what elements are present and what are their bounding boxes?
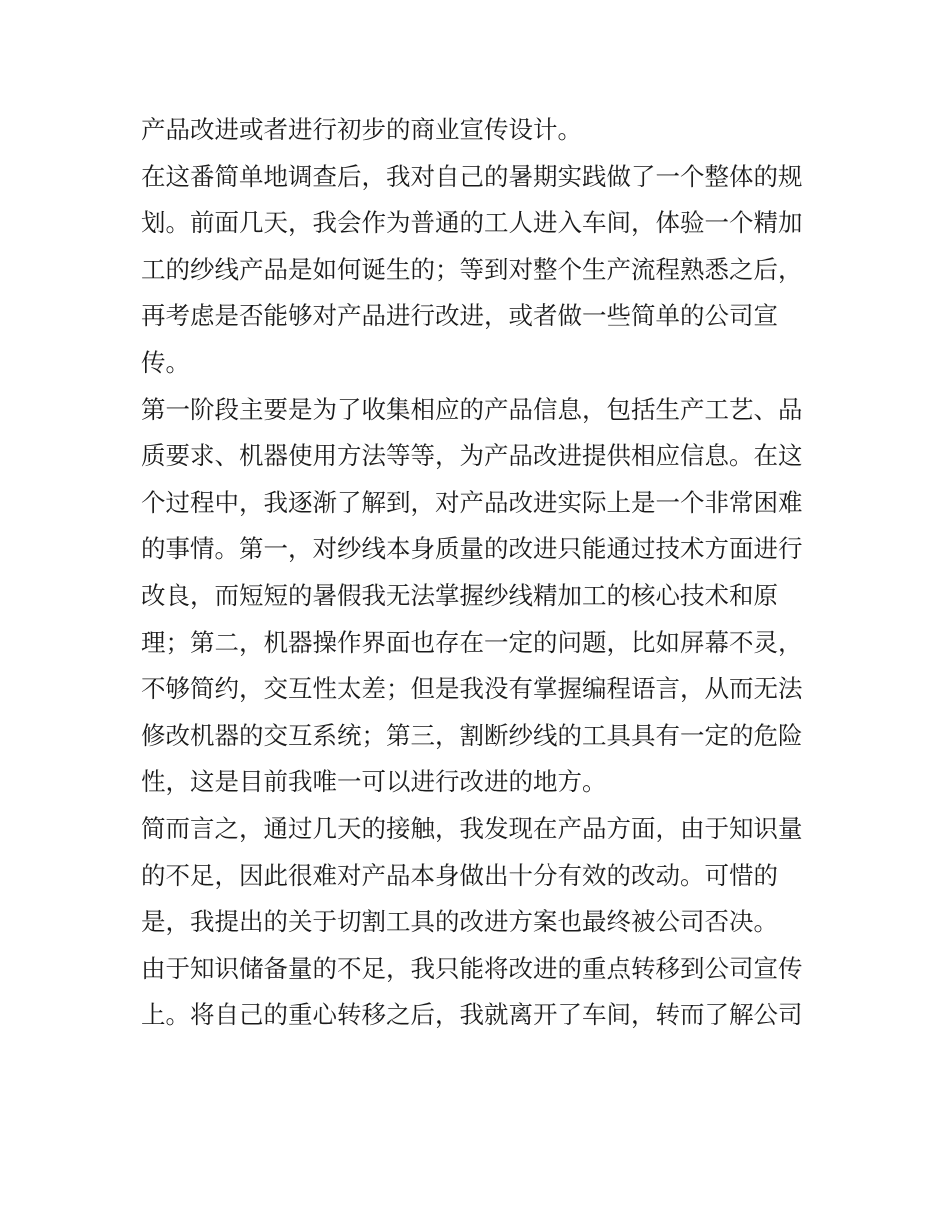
text-line: 性，这是目前我唯一可以进行改进的地方。: [141, 767, 607, 797]
text-line: 产品改进或者进行初步的商业宣传设计。: [141, 115, 582, 144]
document-body: [141, 107, 821, 1039]
text-line: 由于知识储备量的不足，我只能将改进的重点转移到公司宣传: [141, 953, 803, 983]
text-line: 工的纱线产品是如何诞生的；等到对整个生产流程熟悉之后，: [141, 254, 803, 284]
text-line: 不够简约，交互性太差；但是我没有掌握编程语言，从而无法: [141, 674, 803, 704]
text-line: 简而言之，通过几天的接触，我发现在产品方面，由于知识量: [141, 813, 803, 843]
text-line: 的事情。第一，对纱线本身质量的改进只能通过技术方面进行: [141, 534, 803, 564]
text-line: 再考虑是否能够对产品进行改进，或者做一些简单的公司宣: [141, 301, 778, 331]
text-line: 修改机器的交互系统；第三，割断纱线的工具具有一定的危险: [141, 720, 803, 750]
text-line: 改良，而短短的暑假我无法掌握纱线精加工的核心技术和原: [141, 580, 778, 610]
text-line: 质要求、机器使用方法等等，为产品改进提供相应信息。在这: [141, 441, 803, 471]
text-line: 传。: [141, 347, 190, 377]
text-line: 第一阶段主要是为了收集相应的产品信息，包括生产工艺、品: [141, 394, 803, 424]
text-line: 的不足，因此很难对产品本身做出十分有效的改动。可惜的: [141, 860, 778, 890]
text-line: 划。前面几天，我会作为普通的工人进入车间，体验一个精加: [141, 208, 803, 238]
text-line: 理；第二，机器操作界面也存在一定的问题，比如屏幕不灵，: [141, 627, 803, 657]
text-line: 是，我提出的关于切割工具的改进方案也最终被公司否决。: [141, 907, 778, 937]
text-line: 上。将自己的重心转移之后，我就离开了车间，转而了解公司: [141, 1000, 803, 1030]
text-line: 个过程中，我逐渐了解到，对产品改进实际上是一个非常困难: [141, 487, 803, 517]
text-line: 在这番简单地调查后，我对自己的暑期实践做了一个整体的规: [141, 161, 803, 191]
